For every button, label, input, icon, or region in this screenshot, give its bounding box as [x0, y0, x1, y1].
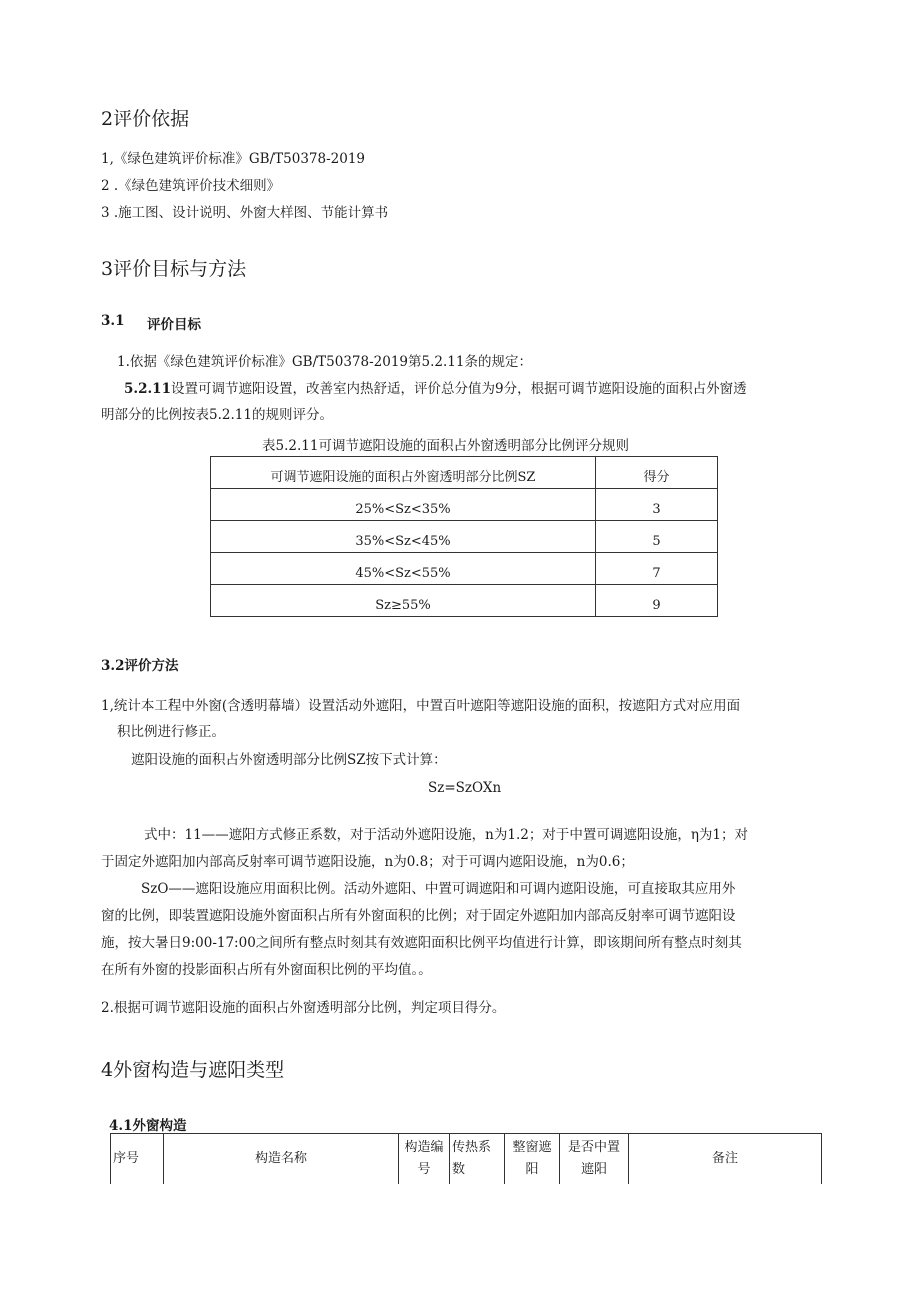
- section-2-title: 2评价依据: [101, 108, 190, 130]
- table-header-row: [111, 1134, 822, 1185]
- method-szo-line3: 施，按大暑日9:00-17:00之间所有整点时刻其有效遮阳面积比例平均值进行计算，即该期间所有整点时刻其: [101, 935, 742, 951]
- clause-number: 5.2.11: [124, 381, 171, 397]
- row-score: 9: [596, 585, 718, 617]
- header-window-shading: 整窗遮阳: [505, 1134, 560, 1185]
- row-range: Sz≥55%: [211, 585, 596, 617]
- subsection-3-1-number: 3.1: [101, 313, 125, 329]
- table-row: [211, 521, 718, 553]
- basis-item-1: 1,《绿色建筑评价标准》GB/T50378-2019: [101, 151, 366, 167]
- row-range: 25%<Sz<35%: [211, 489, 596, 521]
- row-score: 5: [596, 521, 718, 553]
- goal-paragraph-2-line1: [124, 377, 747, 397]
- header-index: 序号: [111, 1134, 164, 1185]
- scoring-rules-table: [210, 456, 718, 617]
- table-row: [211, 489, 718, 521]
- goal-paragraph-1: 1.依据《绿色建筑评价标准》GB/T50378-2019第5.2.11条的规定：: [117, 354, 532, 370]
- method-szo-line2: 窗的比例，即装置遮阳设施外窗面积占所有外窗面积的比例；对于固定外遮阳加内部高反射率可调节遮阳设: [101, 908, 736, 924]
- formula: Sz=SzOXn: [428, 780, 502, 796]
- section-3-title: 3评价目标与方法: [101, 258, 247, 280]
- row-score: 3: [596, 489, 718, 521]
- basis-item-3: 3 .施工图、设计说明、外窗大样图、节能计算书: [101, 205, 389, 221]
- subsection-4-1-title: 4.1外窗构造: [109, 1118, 187, 1134]
- table-row: [211, 553, 718, 585]
- method-coef-line2: 于固定外遮阳加内部高反射率可调节遮阳设施，n为0.8；对于可调内遮阳设施，n为0.6；: [101, 854, 634, 870]
- table-row: [211, 585, 718, 617]
- header-heat-transfer: 传热系数: [450, 1134, 505, 1185]
- header-construction-code: 构造编号: [399, 1134, 450, 1185]
- row-range: 45%<Sz<55%: [211, 553, 596, 585]
- subsection-3-1-title: 评价目标: [147, 317, 201, 333]
- row-range: 35%<Sz<45%: [211, 521, 596, 553]
- table-header-row: [211, 457, 718, 489]
- method-formula-intro: 遮阳设施的面积占外窗透明部分比例SZ按下式计算：: [131, 752, 447, 768]
- clause-text-line1: 设置可调节遮阳设置，改善室内热舒适，评价总分值为9分，根据可调节遮阳设施的面积占外窗透: [170, 381, 747, 397]
- basis-item-2: 2 .《绿色建筑评价技术细则》: [101, 178, 281, 194]
- method-szo-line4: 在所有外窗的投影面积占所有外窗面积比例的平均值。。: [101, 962, 432, 978]
- header-remarks: 备注: [629, 1134, 822, 1185]
- header-construction-name: 构造名称: [164, 1134, 399, 1185]
- table-caption: 表5.2.11可调节遮阳设施的面积占外窗透明部分比例评分规则: [262, 438, 629, 454]
- method-1-line1: 1,统计本工程中外窗(含透明幕墙）设置活动外遮阳，中置百叶遮阳等遮阳设施的面积，按遮阳方式对应用面: [101, 698, 741, 714]
- window-construction-table: [110, 1133, 822, 1184]
- goal-paragraph-2-line2: 明部分的比例按表5.2.11的规则评分。: [101, 407, 333, 423]
- method-szo-line1: SzO——遮阳设施应用面积比例。活动外遮阳、中置可调遮阳和可调内遮阳设施，可直接取其应用外: [141, 881, 736, 897]
- header-middle-shading: 是否中置遮阳: [560, 1134, 629, 1185]
- header-ratio: 可调节遮阳设施的面积占外窗透明部分比例SZ: [211, 457, 596, 489]
- method-2: 2.根据可调节遮阳设施的面积占外窗透明部分比例，判定项目得分。: [101, 1000, 506, 1016]
- header-score: 得分: [596, 457, 718, 489]
- subsection-3-2-title: 3.2评价方法: [101, 658, 179, 674]
- row-score: 7: [596, 553, 718, 585]
- section-4-title: 4外窗构造与遮阳类型: [101, 1059, 285, 1081]
- method-coef-line1: 式中：11——遮阳方式修正系数，对于活动外遮阳设施，n为1.2；对于中置可调遮阳设施，η为1；对: [144, 827, 749, 843]
- method-1-line2: 积比例进行修正。: [117, 724, 225, 740]
